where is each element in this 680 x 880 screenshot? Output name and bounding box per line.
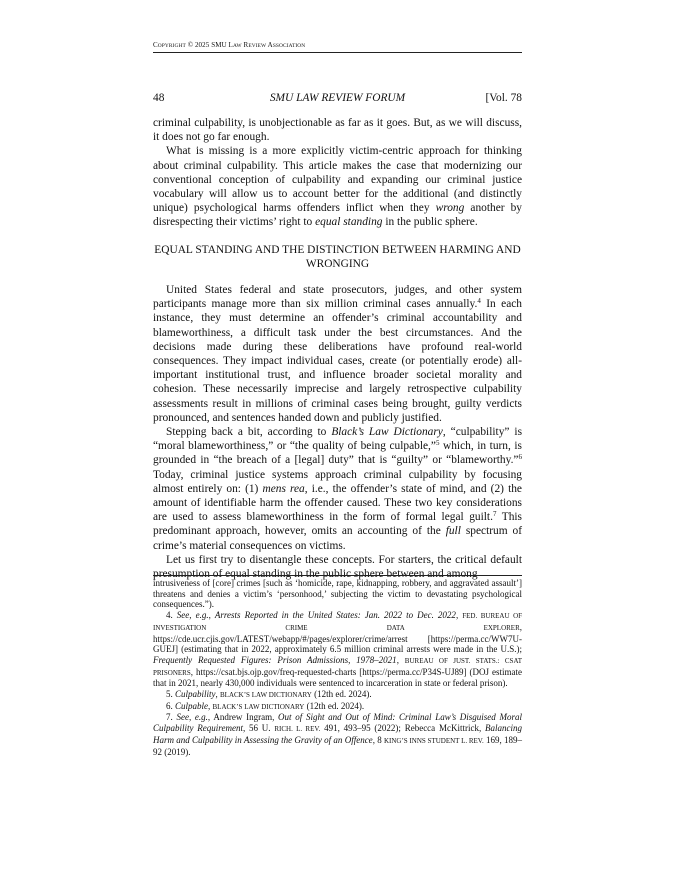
copyright-text: EVIEW xyxy=(248,43,267,49)
footnote-number: 4. xyxy=(166,610,173,621)
running-head xyxy=(153,92,522,106)
text-run: spectrum of crime’s material consequences on victims. xyxy=(153,525,522,552)
article-body xyxy=(153,116,522,581)
copyright-text: L xyxy=(226,41,233,49)
footnotes xyxy=(153,578,522,757)
emphasis: equal standing xyxy=(315,216,383,229)
volume-label: [Vol. 78 xyxy=(485,92,522,104)
emphasis: full xyxy=(445,525,461,538)
footnote-rule xyxy=(153,575,522,576)
footnote-number: 5. xyxy=(166,689,173,700)
footnote-6 xyxy=(153,701,522,713)
text-run: , xyxy=(215,689,220,700)
copyright-text: SSOCIATION xyxy=(272,43,306,49)
footnote-7 xyxy=(153,712,522,757)
emphasis: Black’s Law Dictionary xyxy=(331,426,443,439)
text-run: , 56 U. xyxy=(242,723,275,734)
copyright-line xyxy=(153,41,522,49)
text-run: (12th ed. 2024). xyxy=(304,700,365,711)
text-run: , i.e., the offender’s state of mind, and (2) the amount of identifiable harm the offender caused. These two key considerations are used to assess blameworthiness in the form of formal legal guilt. xyxy=(153,482,522,524)
text-run: Today, criminal justice systems approach criminal culpability by focusing almost entirely on: (1) xyxy=(153,468,522,495)
page-number: 48 xyxy=(153,92,165,104)
citation-source: BLACK’S LAW DICTIONARY xyxy=(220,691,312,700)
citation-source: BLACK’S LAW DICTIONARY xyxy=(212,702,305,711)
text-run: (12th ed. 2024). xyxy=(311,689,372,700)
citation-title: Balancing Harm and Culpability in Assessing the Gravity of an Offence xyxy=(153,723,522,745)
paragraph-2 xyxy=(153,144,522,229)
copyright-text: C xyxy=(153,41,158,49)
citation-title: Arrests Reported in the United States: Jan. 2022 to Dec. 2022 xyxy=(214,610,456,621)
text-run: This predominant approach, however, omits an accounting of the xyxy=(153,511,522,538)
footnote-5 xyxy=(153,689,522,701)
text-run: , xyxy=(396,654,405,665)
text-run[interactable]: , https://csat.bjs.ojp.gov/freq-requested-charts [https://perma.cc/P34S-UJ89] (DOJ estimate that in 2021, nearly 430,000 individuals were sentenced to incarceration in state or federal prison). xyxy=(153,666,522,689)
text-run: , xyxy=(455,610,463,621)
text-run: United States federal and state prosecutors, judges, and other system participants manage more than six million criminal cases annually. xyxy=(153,284,522,311)
copyright-text: OPYRIGHT xyxy=(157,43,186,49)
page xyxy=(153,0,522,880)
text-run: 491, 493–95 (2022); Rebecca McKittrick, xyxy=(320,723,485,734)
citation-title: Culpable xyxy=(175,700,208,711)
citation-title: Culpability xyxy=(175,689,216,700)
header-rule xyxy=(153,52,522,53)
text-run: another by disrespecting their victims’ right to xyxy=(153,202,522,229)
section-heading: EQUAL STANDING AND THE DISTINCTION BETWEEN HARMING AND WRONGING xyxy=(154,243,521,270)
text-run: , xyxy=(208,610,215,621)
text-run: which, in turn, is grounded in “the breach of a [legal] duty” that is “guilty” or “blameworthy.” xyxy=(153,440,522,467)
copyright-text: A xyxy=(266,41,273,49)
paragraph-4 xyxy=(153,425,522,553)
text-run: , 8 xyxy=(372,734,384,745)
signal: See, e.g. xyxy=(176,712,208,723)
footnote-4 xyxy=(153,610,522,689)
paragraph-3 xyxy=(153,283,522,425)
text-run: In each instance, they must determine an offender’s criminal accountability and blameworthiness, a difficult task under the best circumstances. And the decisions made during these deliberations have profound real-world consequences. They impact individual cases, create (or potentially erode) all-important institutional trust, and influence broader societal morality and cohesion. These necessarily imprecise and largely retrospective culpability assessments result in millions of criminal cases being brought, guilty verdicts pronounced, and sentences handed down and publicly justified. xyxy=(153,298,523,424)
signal: See, e.g. xyxy=(176,610,209,621)
footnote-ref[interactable]: 7 xyxy=(492,510,497,519)
paragraph-5: Let us first try to disentangle these concepts. For starters, the critical default presumption of equal standing in the public sphere between and among xyxy=(153,553,522,581)
copyright-text: AW xyxy=(232,43,242,49)
text-run: , “culpability” is “moral blameworthiness,” or “the quality of being culpable,” xyxy=(153,426,523,453)
footnote-ref[interactable]: 5 xyxy=(435,439,440,448)
text-run: , Andrew Ingram, xyxy=(207,712,279,723)
text-run[interactable]: , https://cde.ucr.cjis.gov/LATEST/webapp/#/pages/explorer/crime/arrest [https://perma.cc/WW7U-GUEJ] (estimating that in 2022, approximately 6.5 million criminal arrests were made in the U.S.); xyxy=(153,621,522,655)
footnote-ref[interactable]: 6 xyxy=(518,453,522,462)
emphasis: wrong xyxy=(435,202,465,215)
citation-source: RICH. L. REV. xyxy=(274,725,321,734)
copyright-text: SMU xyxy=(211,41,227,49)
copyright-text: © 2025 xyxy=(185,41,212,49)
footnote-number: 7. xyxy=(166,712,173,723)
text-run: , xyxy=(208,700,213,711)
footnote-number: 6. xyxy=(166,700,173,711)
text-run: in the public sphere. xyxy=(382,216,478,229)
citation-title: Frequently Requested Figures: Prison Admissions, 1978–2021 xyxy=(153,654,397,665)
emphasis: mens rea xyxy=(262,482,305,495)
citation-source: FED. BUREAU OF INVESTIGATION CRIME DATA EXPLORER xyxy=(153,612,523,632)
text-run: 169, 189–92 (2019). xyxy=(153,734,522,757)
text-run: What is missing is a more explicitly victim-centric approach for thinking about criminal culpability. This article makes the case that modernizing our conventional conception of culpability and expanding our criminal justice vocabulary will allow us to account better for the additional (and distinctly unique) psychological harms offenders inflict when they xyxy=(153,145,522,215)
citation-source: KING’S INNS STUDENT L. REV. xyxy=(383,736,484,745)
citation-title: Out of Sight and Out of Mind: Criminal Law’s Disguised Moral Culpability Requirement xyxy=(153,712,523,734)
citation-source: BUREAU OF JUST. STATS.: CSAT PRISONERS xyxy=(153,656,522,677)
paragraph-1: criminal culpability, is unobjectionable as far as it goes. But, as we will discuss, it does not go far enough. xyxy=(153,117,522,144)
footnote-continuation: intrusiveness of [core] crimes [such as ‘homicide, rape, kidnapping, robbery, and aggravated assault’] threatens and denies a victim’s ‘personhood,’ subjecting the victim to devastating psychological consequences.”). xyxy=(153,578,522,610)
copyright-text: R xyxy=(241,41,249,49)
text-run: Stepping back a bit, according to xyxy=(166,426,332,439)
footnote-ref[interactable]: 4 xyxy=(477,297,481,306)
journal-title: SMU LAW REVIEW FORUM xyxy=(269,92,406,104)
